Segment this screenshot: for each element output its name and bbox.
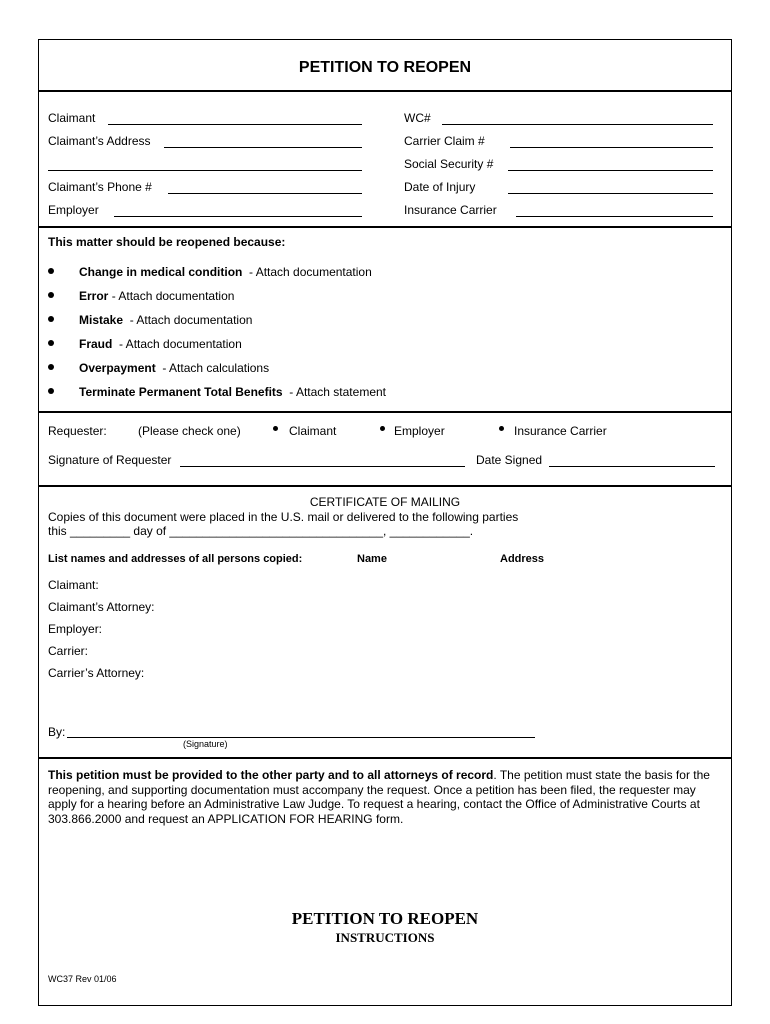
wc-label: WC# xyxy=(404,111,431,125)
party-claimant-attorney: Claimant’s Attorney: xyxy=(48,600,155,614)
claimant-address-label: Claimant’s Address xyxy=(48,134,151,148)
claimant-address-field[interactable] xyxy=(164,147,362,148)
certificate-line-2: this _________ day of ________________________________, ____________. xyxy=(48,524,474,538)
signature-requester-label: Signature of Requester xyxy=(48,453,172,467)
bullet-icon xyxy=(380,426,385,431)
divider xyxy=(38,90,732,92)
bullet-icon xyxy=(48,268,54,274)
reason-label: Overpayment xyxy=(79,361,156,375)
carrier-claim-label: Carrier Claim # xyxy=(404,134,485,148)
reason-label: Error xyxy=(79,289,109,303)
requester-label: Requester: xyxy=(48,424,107,438)
claimant-field[interactable] xyxy=(108,124,362,125)
instructions-subtitle: INSTRUCTIONS xyxy=(335,930,435,945)
bullet-icon xyxy=(48,364,54,370)
certificate-heading: CERTIFICATE OF MAILING xyxy=(309,495,461,509)
option-label: Claimant xyxy=(289,424,337,438)
insurance-carrier-field[interactable] xyxy=(516,216,713,217)
reasons-heading: This matter should be reopened because: xyxy=(48,235,286,249)
bullet-icon xyxy=(48,388,54,394)
divider xyxy=(38,411,732,413)
reason-label: Mistake xyxy=(79,313,124,327)
certificate-line-1: Copies of this document were placed in the U.S. mail or delivered to the following parties xyxy=(48,510,519,524)
reason-label: Terminate Permanent Total Benefits xyxy=(79,385,283,399)
reason-label: Fraud xyxy=(79,337,113,351)
divider xyxy=(38,226,732,228)
by-label: By: xyxy=(48,725,66,739)
claimant-label: Claimant xyxy=(48,111,96,125)
carrier-claim-field[interactable] xyxy=(510,147,713,148)
signature-caption: (Signature) xyxy=(183,739,228,749)
claimant-phone-label: Claimant’s Phone # xyxy=(48,180,152,194)
bullet-icon xyxy=(48,340,54,346)
insurance-carrier-label: Insurance Carrier xyxy=(404,203,497,217)
employer-field[interactable] xyxy=(114,216,362,217)
notice-bold: This petition must be provided to the other party and to all attorneys of record xyxy=(48,768,494,782)
bullet-icon xyxy=(499,426,504,431)
party-carrier-attorney: Carrier’s Attorney: xyxy=(48,666,145,680)
reason-note: - Attach documentation xyxy=(249,265,372,279)
reason-note: - Attach documentation xyxy=(119,337,242,351)
notice-text: . The petition must state the basis for the reopening, and supporting documentation must accompany the request. Once a petition has been filed, the requester may apply for a hearing before an Administrative Law Judge. To request a hearing, contact the Office of Administrative Courts at 303.866.2000 and request an APPLICATION FOR HEARING form. xyxy=(48,768,710,826)
by-signature-field[interactable] xyxy=(67,737,535,738)
party-claimant: Claimant: xyxy=(48,578,99,592)
reason-note: - Attach statement xyxy=(289,385,386,399)
option-label: Insurance Carrier xyxy=(514,424,607,438)
reason-note: - Attach documentation xyxy=(129,313,253,327)
claimant-phone-field[interactable] xyxy=(168,193,362,194)
employer-label: Employer xyxy=(48,203,99,217)
injury-date-field[interactable] xyxy=(508,193,713,194)
reason-label: Change in medical condition xyxy=(79,265,243,279)
date-signed-label: Date Signed xyxy=(476,453,543,467)
form-id: WC37 Rev 01/06 xyxy=(48,974,117,984)
notice-paragraph xyxy=(48,768,724,826)
reason-note: - Attach documentation xyxy=(111,289,235,303)
bullet-icon xyxy=(48,292,54,298)
date-signed-field[interactable] xyxy=(549,466,715,467)
col-address: Address xyxy=(500,553,545,565)
injury-date-label: Date of Injury xyxy=(404,180,476,194)
wc-field[interactable] xyxy=(442,124,713,125)
party-employer: Employer: xyxy=(48,622,103,636)
ssn-label: Social Security # xyxy=(404,157,494,171)
option-label: Employer xyxy=(394,424,445,438)
bullet-icon xyxy=(273,426,278,431)
divider xyxy=(38,757,732,759)
requester-hint: (Please check one) xyxy=(138,424,241,438)
page-title: PETITION TO REOPEN xyxy=(298,59,472,76)
bullet-icon xyxy=(48,316,54,322)
divider xyxy=(38,485,732,487)
reason-note: - Attach calculations xyxy=(162,361,270,375)
instructions-title: PETITION TO REOPEN xyxy=(291,909,479,928)
party-carrier: Carrier: xyxy=(48,644,89,658)
signature-requester-field[interactable] xyxy=(180,466,465,467)
ssn-field[interactable] xyxy=(508,170,713,171)
list-label: List names and addresses of all persons copied: xyxy=(48,553,303,565)
claimant-address-field-2[interactable] xyxy=(48,170,362,171)
col-name: Name xyxy=(357,553,387,565)
